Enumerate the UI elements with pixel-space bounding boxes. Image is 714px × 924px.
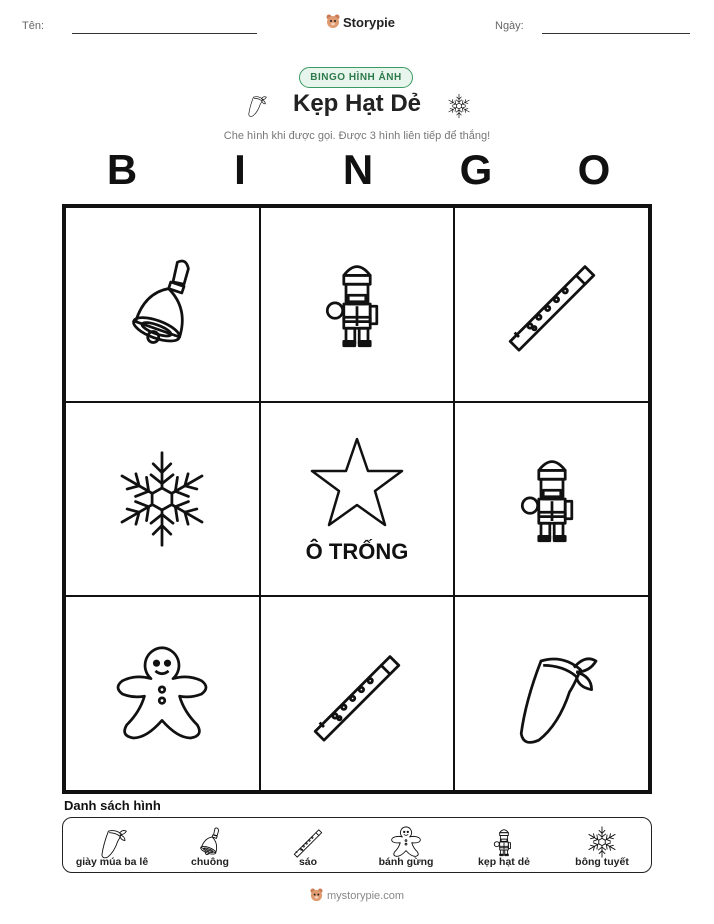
gingerbread-icon [107, 639, 217, 749]
bingo-letters [63, 146, 653, 200]
letter-i: I [234, 146, 246, 193]
gingerbread-icon [388, 824, 424, 860]
list-item-label: giày múa ba lê [75, 856, 149, 868]
bingo-cell[interactable] [454, 402, 649, 597]
brand-name: Storypie [343, 14, 396, 30]
bingo-grid [62, 204, 652, 794]
name-line[interactable] [72, 33, 257, 34]
bell-icon [107, 249, 217, 359]
bell-icon [192, 824, 228, 860]
list-item-label: chuông [191, 856, 229, 868]
letter-g: G [459, 146, 493, 193]
star-icon [304, 433, 410, 533]
footer-url[interactable]: mystorypie.com [326, 889, 405, 902]
list-item [359, 824, 454, 872]
brand-logo [326, 14, 395, 30]
flute-icon [290, 824, 326, 860]
snowflake-icon [584, 824, 620, 860]
page-title: Kẹp Hạt Dẻ [292, 90, 422, 117]
bingo-cell[interactable] [454, 596, 649, 791]
nutcracker-icon [486, 824, 522, 860]
list-item [555, 824, 650, 872]
date-line[interactable] [542, 33, 690, 34]
bingo-cell[interactable] [454, 207, 649, 402]
footer [0, 888, 714, 903]
list-item [261, 824, 356, 872]
bear-icon [326, 14, 340, 30]
picture-list-title: Danh sách hình [64, 798, 161, 813]
instructions: Che hình khi được gọi. Được 3 hình liên tiếp để thắng! [223, 130, 491, 142]
list-item-label: bông tuyết [575, 856, 629, 868]
list-item [163, 824, 258, 872]
list-item-label: sáo [298, 856, 318, 868]
free-space-cell[interactable] [260, 402, 455, 597]
free-space-label: Ô TRỐNG [305, 538, 409, 564]
ballet-shoe-icon [94, 824, 130, 860]
list-item-label: kẹp hạt dẻ [478, 856, 530, 868]
bingo-badge: BINGO HÌNH ẢNH [299, 67, 413, 88]
list-item [65, 824, 160, 872]
date-label: Ngày: [495, 20, 524, 32]
flute-icon [302, 639, 412, 749]
snowflake-icon [445, 92, 473, 120]
bingo-cell[interactable] [65, 596, 260, 791]
bingo-cell[interactable] [260, 207, 455, 402]
bear-icon [310, 888, 323, 903]
letter-o: O [577, 146, 611, 193]
letter-b: B [106, 146, 138, 193]
nutcracker-icon [302, 249, 412, 359]
flute-icon [497, 249, 607, 359]
name-label: Tên: [22, 20, 45, 32]
picture-list [62, 817, 652, 873]
bingo-cell[interactable] [65, 402, 260, 597]
list-item [457, 824, 552, 872]
snowflake-icon [107, 444, 217, 554]
ballet-shoe-icon [497, 639, 607, 749]
bingo-cell[interactable] [260, 596, 455, 791]
letter-n: N [342, 146, 374, 193]
bingo-cell[interactable] [65, 207, 260, 402]
nutcracker-icon [497, 444, 607, 554]
list-item-label: bánh gừng [378, 856, 434, 868]
